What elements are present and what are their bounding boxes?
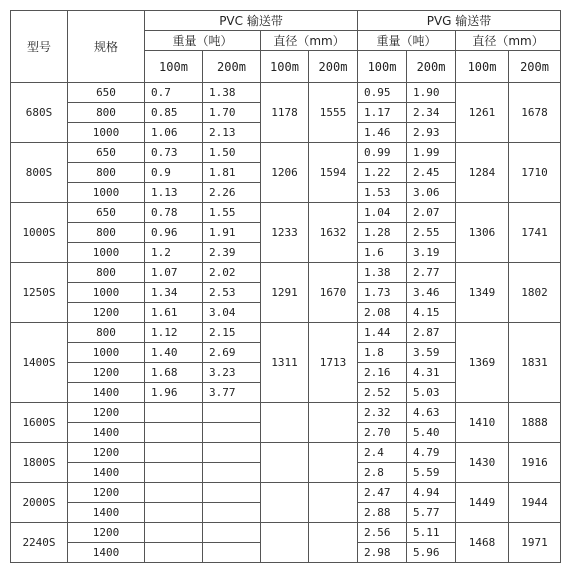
pvc-weight-200m-cell: 2.53 bbox=[203, 283, 261, 303]
spec-cell: 800 bbox=[68, 163, 145, 183]
pvc-diameter-100m-cell bbox=[261, 523, 309, 563]
pvg-weight-200m-cell: 3.59 bbox=[407, 343, 456, 363]
pvc-weight-200m-cell: 1.55 bbox=[203, 203, 261, 223]
pvc-weight-100m-cell: 0.78 bbox=[145, 203, 203, 223]
header-pvg-diameter: 直径（mm） bbox=[456, 31, 561, 51]
pvg-weight-200m-cell: 5.77 bbox=[407, 503, 456, 523]
spec-cell: 800 bbox=[68, 263, 145, 283]
pvc-diameter-100m-cell: 1233 bbox=[261, 203, 309, 263]
header-pvc-diameter: 直径（mm） bbox=[261, 31, 358, 51]
spec-cell: 1000 bbox=[68, 283, 145, 303]
table-row bbox=[11, 523, 561, 543]
pvc-weight-200m-cell: 3.23 bbox=[203, 363, 261, 383]
pvc-diameter-200m-cell: 1632 bbox=[309, 203, 358, 263]
pvg-weight-200m-cell: 3.46 bbox=[407, 283, 456, 303]
model-cell: 2000S bbox=[11, 483, 68, 523]
pvg-weight-200m-cell: 2.55 bbox=[407, 223, 456, 243]
pvg-diameter-200m-cell: 1944 bbox=[509, 483, 561, 523]
pvc-diameter-100m-cell bbox=[261, 483, 309, 523]
pvc-weight-200m-cell bbox=[203, 523, 261, 543]
pvc-weight-100m-cell: 0.96 bbox=[145, 223, 203, 243]
pvc-weight-100m-cell: 0.9 bbox=[145, 163, 203, 183]
pvc-weight-200m-cell bbox=[203, 463, 261, 483]
pvc-weight-200m-cell: 1.70 bbox=[203, 103, 261, 123]
header-pvc-weight: 重量（吨） bbox=[145, 31, 261, 51]
pvg-weight-100m-cell: 2.47 bbox=[358, 483, 407, 503]
pvg-weight-100m-cell: 1.6 bbox=[358, 243, 407, 263]
pvc-weight-200m-cell: 2.15 bbox=[203, 323, 261, 343]
pvg-diameter-200m-cell: 1802 bbox=[509, 263, 561, 323]
pvg-weight-200m-cell: 3.06 bbox=[407, 183, 456, 203]
spec-cell: 800 bbox=[68, 323, 145, 343]
pvg-diameter-200m-cell: 1678 bbox=[509, 83, 561, 143]
pvc-weight-200m-cell: 3.77 bbox=[203, 383, 261, 403]
header-pvc-diameter-200m: 200m bbox=[309, 51, 358, 83]
table-row bbox=[11, 263, 561, 283]
spec-cell: 1000 bbox=[68, 123, 145, 143]
pvg-weight-100m-cell: 1.04 bbox=[358, 203, 407, 223]
pvg-weight-200m-cell: 4.15 bbox=[407, 303, 456, 323]
pvg-weight-100m-cell: 2.52 bbox=[358, 383, 407, 403]
spec-cell: 1200 bbox=[68, 483, 145, 503]
pvg-weight-100m-cell: 1.28 bbox=[358, 223, 407, 243]
pvg-diameter-100m-cell: 1349 bbox=[456, 263, 509, 323]
pvc-weight-100m-cell: 1.06 bbox=[145, 123, 203, 143]
table-row bbox=[11, 403, 561, 423]
pvg-weight-200m-cell: 5.40 bbox=[407, 423, 456, 443]
pvg-weight-100m-cell: 1.17 bbox=[358, 103, 407, 123]
pvc-diameter-100m-cell: 1291 bbox=[261, 263, 309, 323]
pvc-weight-100m-cell: 1.2 bbox=[145, 243, 203, 263]
pvg-weight-200m-cell: 1.90 bbox=[407, 83, 456, 103]
pvc-diameter-100m-cell: 1311 bbox=[261, 323, 309, 403]
pvc-weight-100m-cell: 1.34 bbox=[145, 283, 203, 303]
conveyor-belt-spec-table bbox=[10, 10, 561, 563]
pvg-diameter-100m-cell: 1369 bbox=[456, 323, 509, 403]
spec-cell: 1000 bbox=[68, 243, 145, 263]
pvc-diameter-200m-cell: 1713 bbox=[309, 323, 358, 403]
spec-cell: 1200 bbox=[68, 443, 145, 463]
header-pvc-weight-200m: 200m bbox=[203, 51, 261, 83]
spec-cell: 800 bbox=[68, 103, 145, 123]
pvc-weight-200m-cell: 3.04 bbox=[203, 303, 261, 323]
pvg-weight-100m-cell: 2.56 bbox=[358, 523, 407, 543]
pvc-weight-100m-cell: 1.12 bbox=[145, 323, 203, 343]
model-cell: 1250S bbox=[11, 263, 68, 323]
pvc-weight-100m-cell: 1.68 bbox=[145, 363, 203, 383]
pvg-weight-200m-cell: 4.79 bbox=[407, 443, 456, 463]
pvc-weight-100m-cell bbox=[145, 423, 203, 443]
spec-cell: 1000 bbox=[68, 183, 145, 203]
pvg-weight-200m-cell: 5.11 bbox=[407, 523, 456, 543]
pvc-diameter-200m-cell: 1594 bbox=[309, 143, 358, 203]
pvc-weight-200m-cell bbox=[203, 403, 261, 423]
pvg-diameter-100m-cell: 1261 bbox=[456, 83, 509, 143]
pvg-diameter-200m-cell: 1710 bbox=[509, 143, 561, 203]
header-pvg-weight-100m: 100m bbox=[358, 51, 407, 83]
header-pvg-diameter-200m: 200m bbox=[509, 51, 561, 83]
pvc-diameter-200m-cell bbox=[309, 483, 358, 523]
header-pvg-weight: 重量（吨） bbox=[358, 31, 456, 51]
pvg-weight-200m-cell: 5.59 bbox=[407, 463, 456, 483]
table-row bbox=[11, 203, 561, 223]
pvg-diameter-200m-cell: 1741 bbox=[509, 203, 561, 263]
pvg-weight-100m-cell: 1.22 bbox=[358, 163, 407, 183]
spec-cell: 1400 bbox=[68, 503, 145, 523]
spec-cell: 1000 bbox=[68, 343, 145, 363]
pvc-diameter-200m-cell: 1670 bbox=[309, 263, 358, 323]
pvg-weight-100m-cell: 1.53 bbox=[358, 183, 407, 203]
pvg-weight-200m-cell: 2.77 bbox=[407, 263, 456, 283]
model-cell: 2240S bbox=[11, 523, 68, 563]
pvg-weight-100m-cell: 2.88 bbox=[358, 503, 407, 523]
pvg-weight-200m-cell: 2.34 bbox=[407, 103, 456, 123]
pvc-diameter-100m-cell: 1178 bbox=[261, 83, 309, 143]
pvg-diameter-200m-cell: 1888 bbox=[509, 403, 561, 443]
pvc-weight-200m-cell: 1.38 bbox=[203, 83, 261, 103]
pvc-weight-100m-cell: 0.7 bbox=[145, 83, 203, 103]
pvc-weight-200m-cell: 2.69 bbox=[203, 343, 261, 363]
pvc-diameter-100m-cell: 1206 bbox=[261, 143, 309, 203]
pvc-weight-200m-cell: 1.50 bbox=[203, 143, 261, 163]
pvc-diameter-100m-cell bbox=[261, 443, 309, 483]
spec-cell: 1200 bbox=[68, 303, 145, 323]
spec-cell: 1400 bbox=[68, 423, 145, 443]
pvc-diameter-200m-cell bbox=[309, 403, 358, 443]
header-pvc-weight-100m: 100m bbox=[145, 51, 203, 83]
model-cell: 800S bbox=[11, 143, 68, 203]
pvg-diameter-100m-cell: 1430 bbox=[456, 443, 509, 483]
pvg-diameter-200m-cell: 1916 bbox=[509, 443, 561, 483]
pvg-weight-100m-cell: 2.98 bbox=[358, 543, 407, 563]
pvc-diameter-200m-cell bbox=[309, 523, 358, 563]
pvg-diameter-200m-cell: 1971 bbox=[509, 523, 561, 563]
pvg-weight-200m-cell: 2.87 bbox=[407, 323, 456, 343]
header-pvg-belt: PVG 输送带 bbox=[358, 11, 561, 31]
pvc-weight-200m-cell: 1.91 bbox=[203, 223, 261, 243]
model-cell: 1000S bbox=[11, 203, 68, 263]
pvc-weight-200m-cell: 1.81 bbox=[203, 163, 261, 183]
pvg-diameter-100m-cell: 1306 bbox=[456, 203, 509, 263]
pvg-weight-100m-cell: 1.44 bbox=[358, 323, 407, 343]
header-pvg-diameter-100m: 100m bbox=[456, 51, 509, 83]
pvg-weight-200m-cell: 1.99 bbox=[407, 143, 456, 163]
header-spec: 规格 bbox=[68, 11, 145, 83]
pvc-weight-100m-cell: 1.07 bbox=[145, 263, 203, 283]
pvg-weight-200m-cell: 2.07 bbox=[407, 203, 456, 223]
pvg-weight-100m-cell: 2.8 bbox=[358, 463, 407, 483]
model-cell: 1800S bbox=[11, 443, 68, 483]
spec-cell: 1400 bbox=[68, 383, 145, 403]
pvc-weight-100m-cell bbox=[145, 523, 203, 543]
pvc-weight-100m-cell bbox=[145, 443, 203, 463]
pvg-diameter-200m-cell: 1831 bbox=[509, 323, 561, 403]
pvc-weight-100m-cell: 0.73 bbox=[145, 143, 203, 163]
table-row bbox=[11, 323, 561, 343]
pvg-weight-200m-cell: 5.96 bbox=[407, 543, 456, 563]
pvg-weight-100m-cell: 2.16 bbox=[358, 363, 407, 383]
pvg-diameter-100m-cell: 1284 bbox=[456, 143, 509, 203]
spec-cell: 1400 bbox=[68, 543, 145, 563]
table-row bbox=[11, 483, 561, 503]
pvg-weight-200m-cell: 3.19 bbox=[407, 243, 456, 263]
pvc-weight-100m-cell bbox=[145, 483, 203, 503]
model-cell: 680S bbox=[11, 83, 68, 143]
spec-cell: 1400 bbox=[68, 463, 145, 483]
pvg-weight-100m-cell: 2.08 bbox=[358, 303, 407, 323]
pvc-weight-100m-cell: 1.40 bbox=[145, 343, 203, 363]
table-row bbox=[11, 443, 561, 463]
pvc-weight-100m-cell: 1.13 bbox=[145, 183, 203, 203]
header-pvg-weight-200m: 200m bbox=[407, 51, 456, 83]
pvc-weight-100m-cell bbox=[145, 463, 203, 483]
pvg-weight-100m-cell: 2.70 bbox=[358, 423, 407, 443]
spec-cell: 650 bbox=[68, 143, 145, 163]
pvc-weight-200m-cell: 2.26 bbox=[203, 183, 261, 203]
model-cell: 1400S bbox=[11, 323, 68, 403]
pvg-weight-200m-cell: 4.31 bbox=[407, 363, 456, 383]
pvg-weight-100m-cell: 1.73 bbox=[358, 283, 407, 303]
pvg-weight-200m-cell: 4.94 bbox=[407, 483, 456, 503]
pvg-weight-100m-cell: 1.38 bbox=[358, 263, 407, 283]
spec-cell: 1200 bbox=[68, 403, 145, 423]
pvc-weight-100m-cell: 1.96 bbox=[145, 383, 203, 403]
pvc-diameter-200m-cell: 1555 bbox=[309, 83, 358, 143]
pvg-weight-100m-cell: 0.99 bbox=[358, 143, 407, 163]
pvc-weight-200m-cell: 2.13 bbox=[203, 123, 261, 143]
pvc-weight-100m-cell: 1.61 bbox=[145, 303, 203, 323]
pvg-weight-100m-cell: 0.95 bbox=[358, 83, 407, 103]
pvc-weight-200m-cell bbox=[203, 483, 261, 503]
pvc-weight-200m-cell bbox=[203, 543, 261, 563]
pvg-weight-200m-cell: 4.63 bbox=[407, 403, 456, 423]
pvg-weight-100m-cell: 1.8 bbox=[358, 343, 407, 363]
pvg-weight-200m-cell: 2.93 bbox=[407, 123, 456, 143]
spec-cell: 1200 bbox=[68, 363, 145, 383]
table-row bbox=[11, 143, 561, 163]
pvg-diameter-100m-cell: 1410 bbox=[456, 403, 509, 443]
pvc-weight-200m-cell: 2.02 bbox=[203, 263, 261, 283]
pvc-diameter-200m-cell bbox=[309, 443, 358, 483]
spec-cell: 650 bbox=[68, 203, 145, 223]
table-body bbox=[11, 83, 561, 563]
pvc-weight-200m-cell: 2.39 bbox=[203, 243, 261, 263]
pvg-weight-100m-cell: 2.4 bbox=[358, 443, 407, 463]
header-pvc-belt: PVC 输送带 bbox=[145, 11, 358, 31]
spec-cell: 650 bbox=[68, 83, 145, 103]
pvc-weight-100m-cell bbox=[145, 403, 203, 423]
pvg-diameter-100m-cell: 1468 bbox=[456, 523, 509, 563]
pvg-weight-200m-cell: 2.45 bbox=[407, 163, 456, 183]
pvc-weight-200m-cell bbox=[203, 503, 261, 523]
header-pvc-diameter-100m: 100m bbox=[261, 51, 309, 83]
pvc-diameter-100m-cell bbox=[261, 403, 309, 443]
table-row bbox=[11, 83, 561, 103]
pvc-weight-100m-cell: 0.85 bbox=[145, 103, 203, 123]
pvc-weight-100m-cell bbox=[145, 503, 203, 523]
pvg-weight-100m-cell: 1.46 bbox=[358, 123, 407, 143]
model-cell: 1600S bbox=[11, 403, 68, 443]
pvg-weight-200m-cell: 5.03 bbox=[407, 383, 456, 403]
header-model: 型号 bbox=[11, 11, 68, 83]
pvc-weight-100m-cell bbox=[145, 543, 203, 563]
spec-cell: 800 bbox=[68, 223, 145, 243]
pvc-weight-200m-cell bbox=[203, 443, 261, 463]
pvg-weight-100m-cell: 2.32 bbox=[358, 403, 407, 423]
pvc-weight-200m-cell bbox=[203, 423, 261, 443]
spec-cell: 1200 bbox=[68, 523, 145, 543]
pvg-diameter-100m-cell: 1449 bbox=[456, 483, 509, 523]
